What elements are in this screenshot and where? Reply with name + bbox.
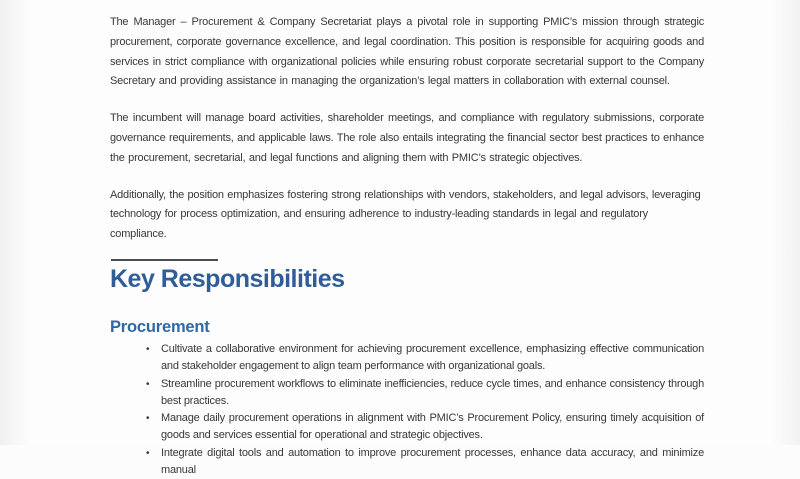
intro-paragraph-2: The incumbent will manage board activities, shareholder meetings, and compliance with regulatory submissions, corporate governance requirements, and applicable laws. The role also entails integrating the financial sector best practices to enhance the procurement, secretarial, and legal functions and aligning them with PMIC’s strategic objectives. xyxy=(110,112,704,164)
subsection-heading-procurement: Procurement xyxy=(110,317,210,336)
bullet-item xyxy=(110,376,704,411)
bullet-dot-icon: • xyxy=(146,413,150,425)
procurement-bullet-list xyxy=(110,341,704,479)
section-heading-key-responsibilities: Key Responsibilities xyxy=(110,264,345,293)
bullet-text: Integrate digital tools and automation to improve procurement processes, enhance data accuracy, and minimize manual xyxy=(161,446,704,477)
bullet-text: Streamline procurement workflows to eliminate inefficiencies, reduce cycle times, and enhance consistency through best practices. xyxy=(161,377,704,407)
page-edge-shade-right xyxy=(770,0,800,445)
intro-paragraph-3: Additionally, the position emphasizes fostering strong relationships with vendors, stakeholders, and legal advisors, leveraging technology for process optimization, and ensuring adherence to industry-leading standards in legal and regulatory compliance. xyxy=(110,188,701,241)
intro-paragraph-1: The Manager – Procurement & Company Secretariat plays a pivotal role in supporting PMIC’s mission through strategic procurement, corporate governance excellence, and legal coordination. This position is responsible for acquiring goods and services in strict compliance with organizational policies while ensuring robust corporate secretarial support to the Company Secretary and providing assistance in managing the organization’s legal matters in collaboration with external counsel. xyxy=(110,16,704,88)
bullet-text: Manage daily procurement operations in alignment with PMIC’s Procurement Policy, ensuring timely acquisition of goods and services essential for operational and strategic objectives. xyxy=(161,412,704,442)
section-divider-rule xyxy=(111,259,218,261)
bullet-dot-icon: • xyxy=(146,378,150,390)
page-edge-shade-left xyxy=(0,0,30,445)
bullet-text: Cultivate a collaborative environment for achieving procurement excellence, emphasizing effective communication and stakeholder engagement to align team performance with organizational goals. xyxy=(161,342,704,373)
bullet-item xyxy=(110,445,704,479)
bullet-item xyxy=(110,410,704,445)
bullet-dot-icon: • xyxy=(146,343,150,355)
document-content xyxy=(110,0,704,479)
bullet-item xyxy=(110,341,704,376)
bullet-dot-icon: • xyxy=(146,447,150,459)
